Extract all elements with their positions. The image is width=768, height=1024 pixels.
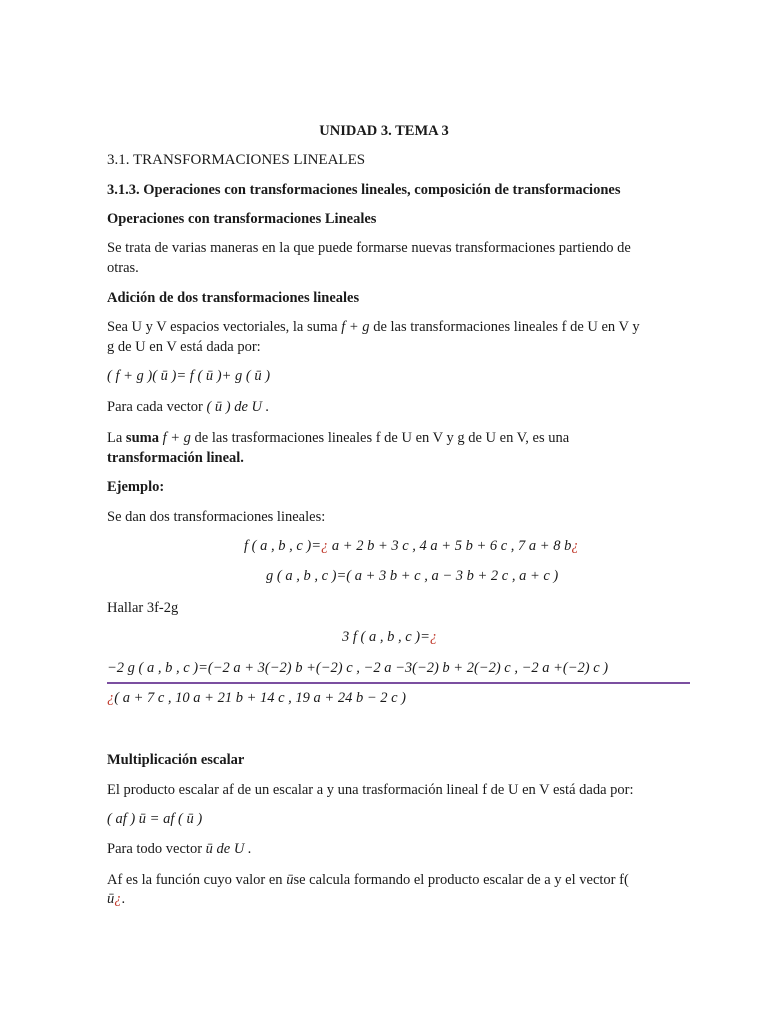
section-title: 3.1. TRANSFORMACIONES LINEALES <box>107 152 366 168</box>
sum-statement-line-2: transformación lineal. <box>107 450 244 466</box>
intro-line-1: Se trata de varias maneras en la que puede formarse nuevas transformaciones partiendo de <box>107 240 631 256</box>
sum-text-rest: de las trasformaciones lineales f de U en V y g de U en V, es una <box>190 430 570 446</box>
intro-line-2: otras. <box>107 260 139 276</box>
three-f-lhs: 3 f ( a , b , c )= <box>342 629 430 645</box>
addition-math-f-plus-g: f + g <box>341 319 370 335</box>
result-red-mark: ¿ <box>107 690 115 706</box>
af-line2-u: ū <box>107 891 115 907</box>
result-expression: ( a + 7 c , 10 a + 21 b + 14 c , 19 a + 24 b − 2 c ) <box>114 690 407 706</box>
af-line2-red-mark: ¿ <box>114 891 122 907</box>
for-each-vector-line <box>107 398 269 417</box>
f-def-lhs: f ( a , b , c )= <box>244 538 322 554</box>
scalar-paragraph: El producto escalar af de un escalar a y una trasformación lineal f de U en V está dada por: <box>107 782 634 798</box>
addition-text-a: Sea U y V espacios vectoriales, la suma <box>107 319 342 335</box>
scalar-formula: ( af ) ū = af ( ū ) <box>107 811 203 827</box>
addition-formula: ( f + g )( ū )= f ( ū )+ g ( ū ) <box>107 368 271 384</box>
minus-two-g-line: −2 g ( a , b , c )=(−2 a + 3(−2) b +(−2) c , −2 a −3(−2) b + 2(−2) c , −2 a +(−2) c ) <box>107 660 609 676</box>
sum-statement-line-1 <box>107 429 569 448</box>
heading-operations: Operaciones con transformaciones Lineales <box>107 211 377 227</box>
af-paragraph-line-1 <box>107 871 629 890</box>
heading-scalar: Multiplicación escalar <box>107 752 245 768</box>
af-paragraph-line-2 <box>107 890 125 909</box>
addition-paragraph-line-2: g de U en V está dada por: <box>107 339 261 355</box>
hallar-line: Hallar 3f-2g <box>107 600 179 616</box>
af-math-u: ū <box>286 872 294 888</box>
f-def-red-mark-2: ¿ <box>571 538 579 554</box>
for-each-math: ( ū ) de U . <box>206 399 270 415</box>
for-each-text: Para cada vector <box>107 399 207 415</box>
example-intro: Se dan dos transformaciones lineales: <box>107 509 326 525</box>
for-all-vector-line <box>107 840 252 859</box>
sum-math-f-plus-g: f + g <box>158 430 191 446</box>
sum-text-la: La <box>107 430 126 446</box>
addition-text-b: de las transformaciones lineales f de U en V y <box>369 319 640 335</box>
sum-bold-word: suma <box>125 430 159 446</box>
three-f-line <box>342 628 437 647</box>
for-all-math: ū de U . <box>205 841 252 857</box>
f-def-rhs: a + 2 b + 3 c , 4 a + 5 b + 6 c , 7 a + 8 b <box>328 538 572 554</box>
result-line <box>107 689 406 708</box>
af-text-b: se calcula formando el producto escalar de a y el vector f( <box>293 872 629 888</box>
three-f-red-mark: ¿ <box>429 629 438 645</box>
result-divider <box>107 682 690 684</box>
f-definition <box>244 537 579 556</box>
subsection-title: 3.1.3. Operaciones con transformaciones lineales, composición de transformaciones <box>107 182 621 198</box>
g-definition: g ( a , b , c )=( a + 3 b + c , a − 3 b + 2 c , a + c ) <box>266 568 559 584</box>
heading-addition: Adición de dos transformaciones lineales <box>107 290 360 306</box>
unit-title: UNIDAD 3. TEMA 3 <box>319 123 449 139</box>
f-def-red-mark-1: ¿ <box>321 538 329 554</box>
addition-paragraph-line-1 <box>107 318 640 337</box>
example-heading: Ejemplo: <box>107 479 165 495</box>
af-line2-end: . <box>121 891 126 907</box>
for-all-text: Para todo vector <box>107 841 206 857</box>
af-text-a: Af es la función cuyo valor en <box>107 872 287 888</box>
